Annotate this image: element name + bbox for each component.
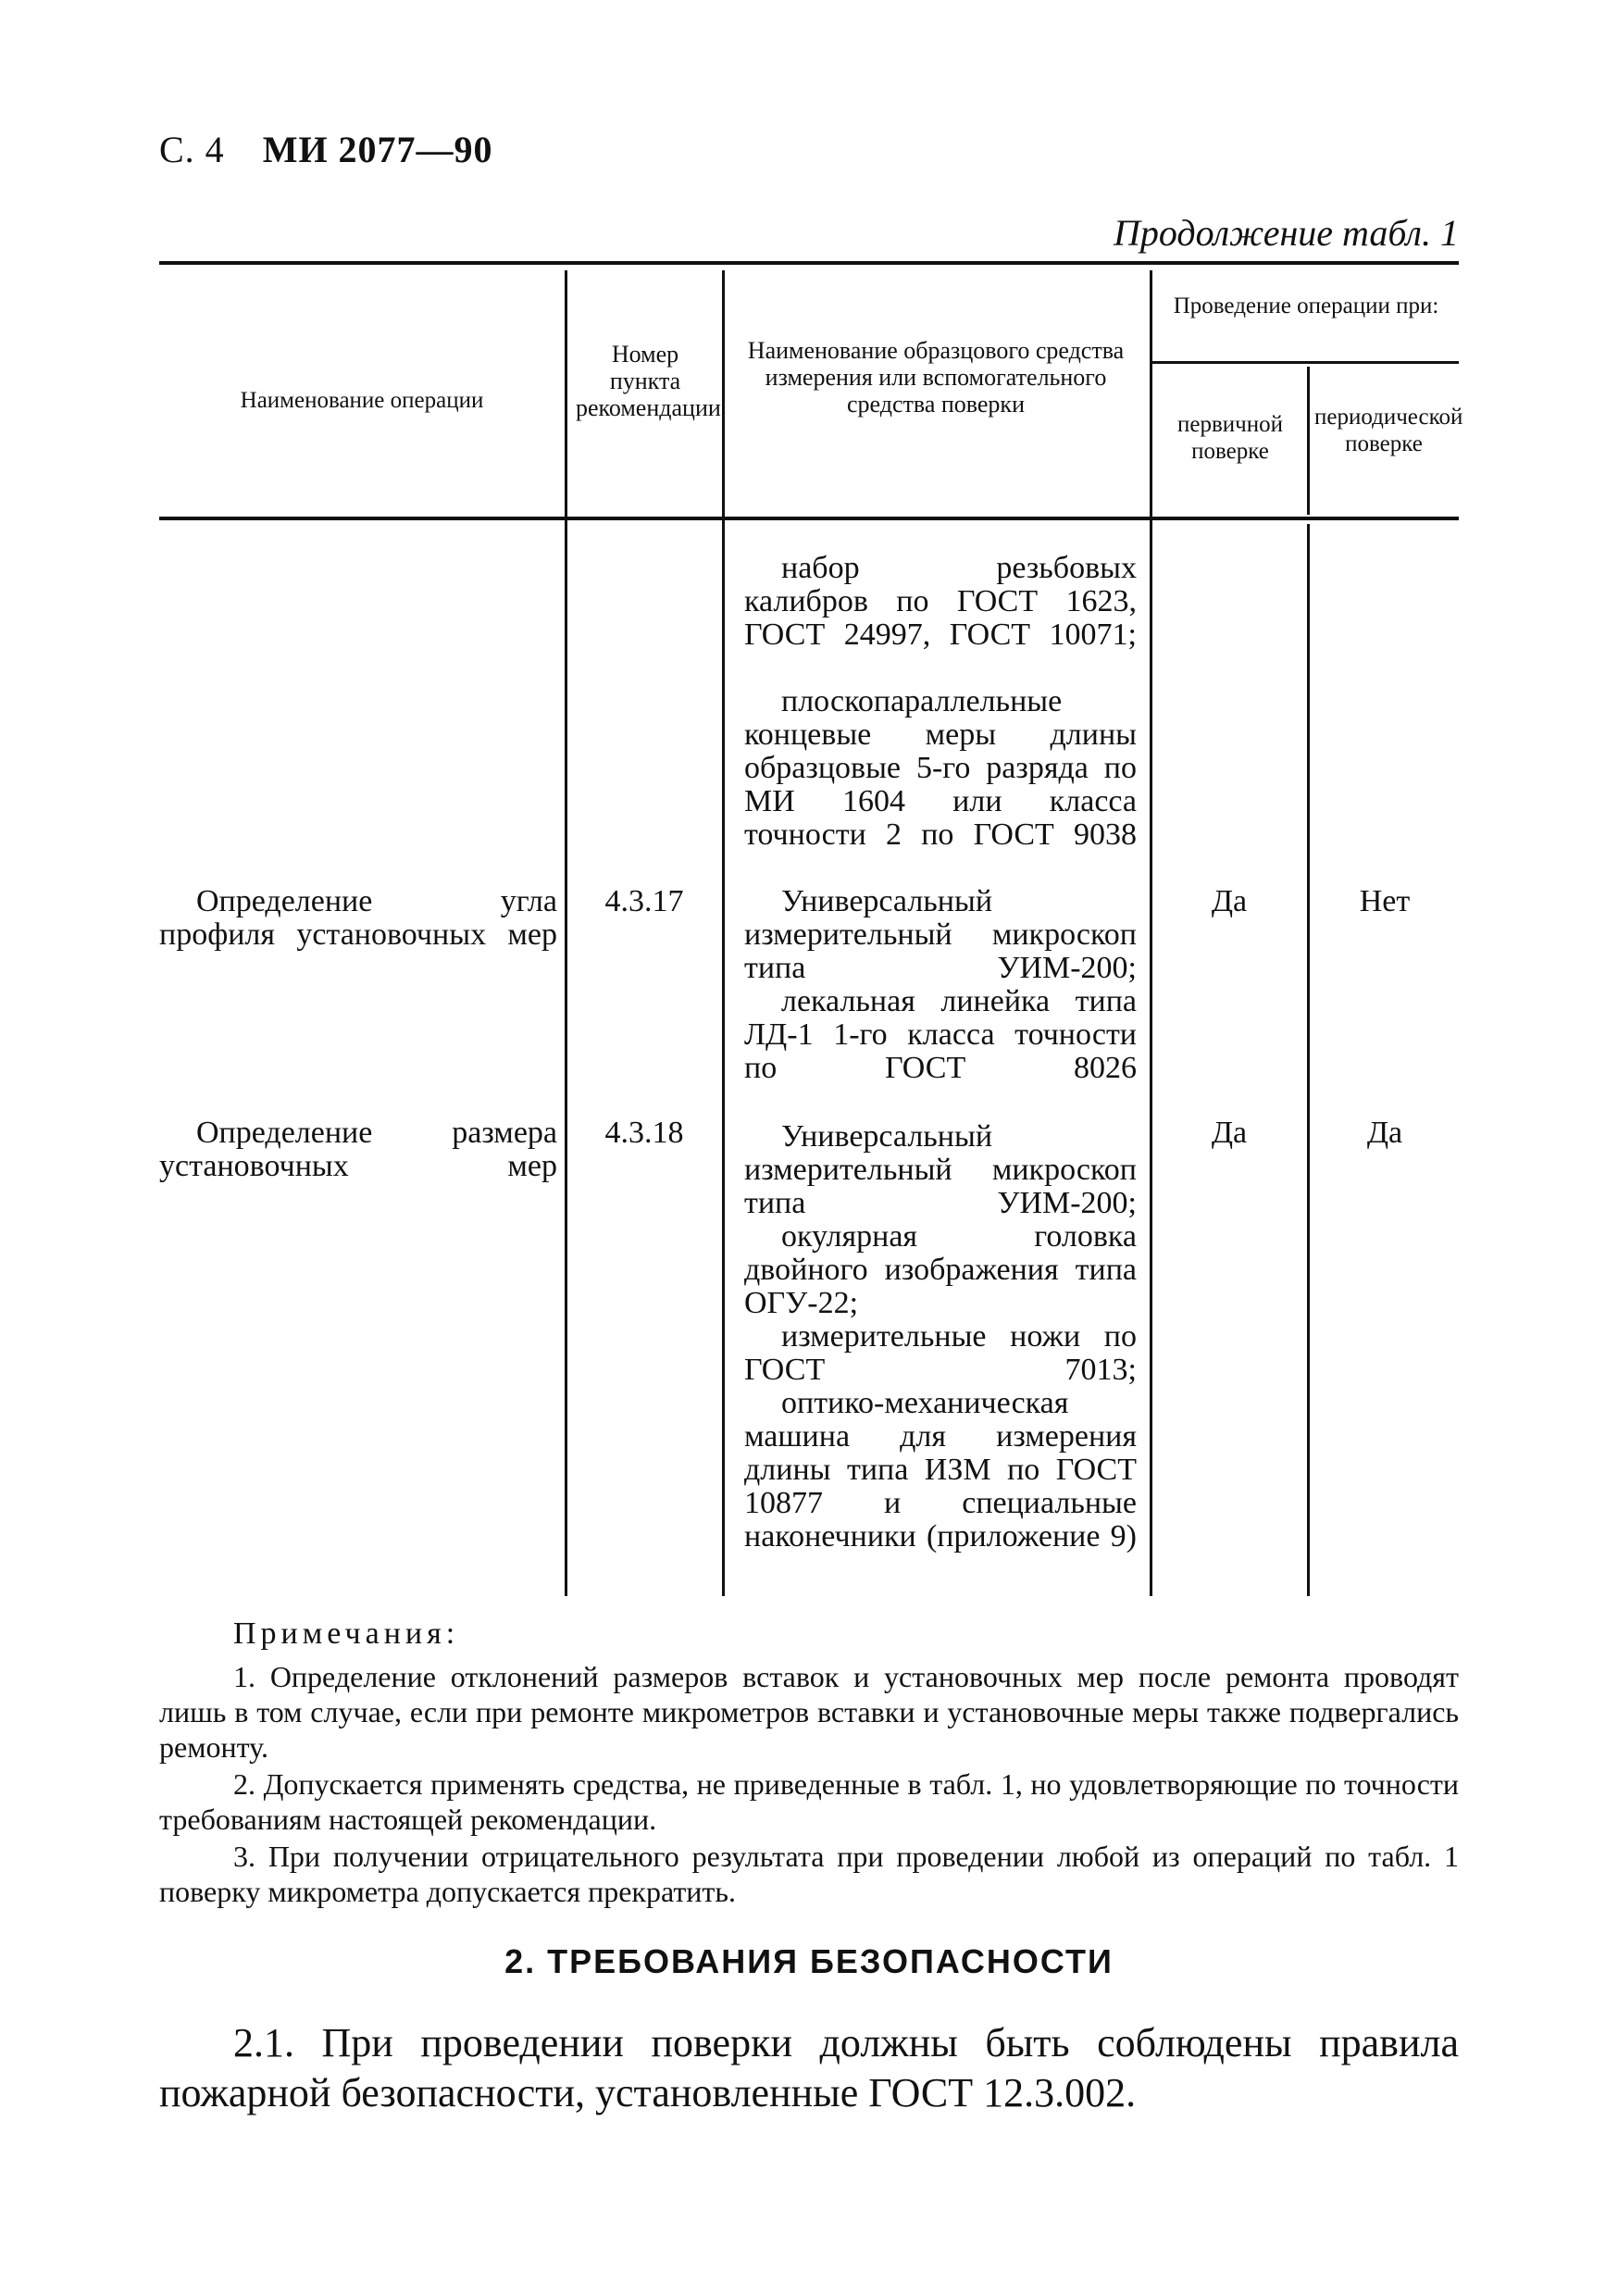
running-head [159,128,493,171]
col-divider-4-body [1307,524,1310,1596]
instrument-entry: лекальная линейка типа ЛД-1 1-го класса точности по ГОСТ 8026 [744,984,1137,1085]
header-instrument: Наименование образцового средства измерения или вспомогательного средства поверки [747,337,1125,418]
col-divider-1 [565,270,567,1596]
table-header-bottom-rule [159,517,1459,520]
periodic-verification-value: Да [1366,1116,1403,1150]
instrument-entry: Универсальный измерительный микроскоп типа УИМ-200; [744,1119,1137,1220]
conduct-subheader-rule [1151,361,1459,364]
operation-name: Определение угла профиля установочных мер [159,884,557,952]
instrument-entry: плоскопараллельные концевые меры длины образцовые 5-го разряда по МИ 1604 или класса точности 2 по ГОСТ 9038 [744,684,1137,852]
section-title: 2. ТРЕБОВАНИЯ БЕЗОПАСНОСТИ [504,1942,1114,1980]
primary-verification-value: Да [1211,884,1248,918]
header-periodic: периодической поверке [1314,405,1463,456]
note-item: 2. Допускается применять средства, не приведенные в табл. 1, но удовлетворяющие по точности требованиям настоящей рекомендации. [159,1767,1459,1836]
instrument-entry: Универсальный измерительный микроскоп типа УИМ-200; [744,884,1137,985]
note-item: 1. Определение отклонений размеров вставок и установочных мер после ремонта проводят лишь в том случае, если при ремонте микрометров вставки и установочные меры также подвергались ремонту. [159,1660,1459,1764]
col-divider-2 [722,270,725,1596]
table-top-rule [159,261,1459,265]
header-conduct: Проведение операции при: [1173,293,1439,318]
col-divider-3 [1150,270,1152,1596]
col-divider-4 [1307,367,1310,515]
notes-title: Примечания: [233,1616,460,1651]
document-code: МИ 2077—90 [262,129,493,170]
instrument-entry: окулярная головка двойного изображения типа ОГУ-22; [744,1219,1137,1320]
operation-name: Определение размера установочных мер [159,1116,557,1183]
item-number: 4.3.18 [604,1116,684,1150]
periodic-verification-value: Нет [1359,884,1411,918]
instrument-entry: измерительные ножи по ГОСТ 7013; [744,1319,1137,1387]
instrument-entry: оптико-механическая машина для измерения длины типа ИЗМ по ГОСТ 10877 и специальные наконечники (приложение 9) [744,1386,1137,1554]
instrument-entry: набор резьбовых калибров по ГОСТ 1623, ГОСТ 24997, ГОСТ 10071; [744,551,1137,652]
header-operation: Наименование операции [240,388,484,413]
primary-verification-value: Да [1211,1116,1248,1150]
header-item-number: Номер пункта рекомендации [576,341,721,421]
page-number: С. 4 [159,129,225,170]
table-continuation-label: Продолжение табл. 1 [1113,212,1459,254]
note-item: 3. При получении отрицательного результата при проведении любой из операций по табл. 1 поверку микрометра допускается прекратить. [159,1840,1459,1908]
item-number: 4.3.17 [604,884,684,918]
header-primary: первичной поверке [1177,412,1283,464]
section-paragraph: 2.1. При проведении поверки должны быть соблюдены правила пожарной безопасности, установленные ГОСТ 12.3.002. [159,2020,1459,2115]
